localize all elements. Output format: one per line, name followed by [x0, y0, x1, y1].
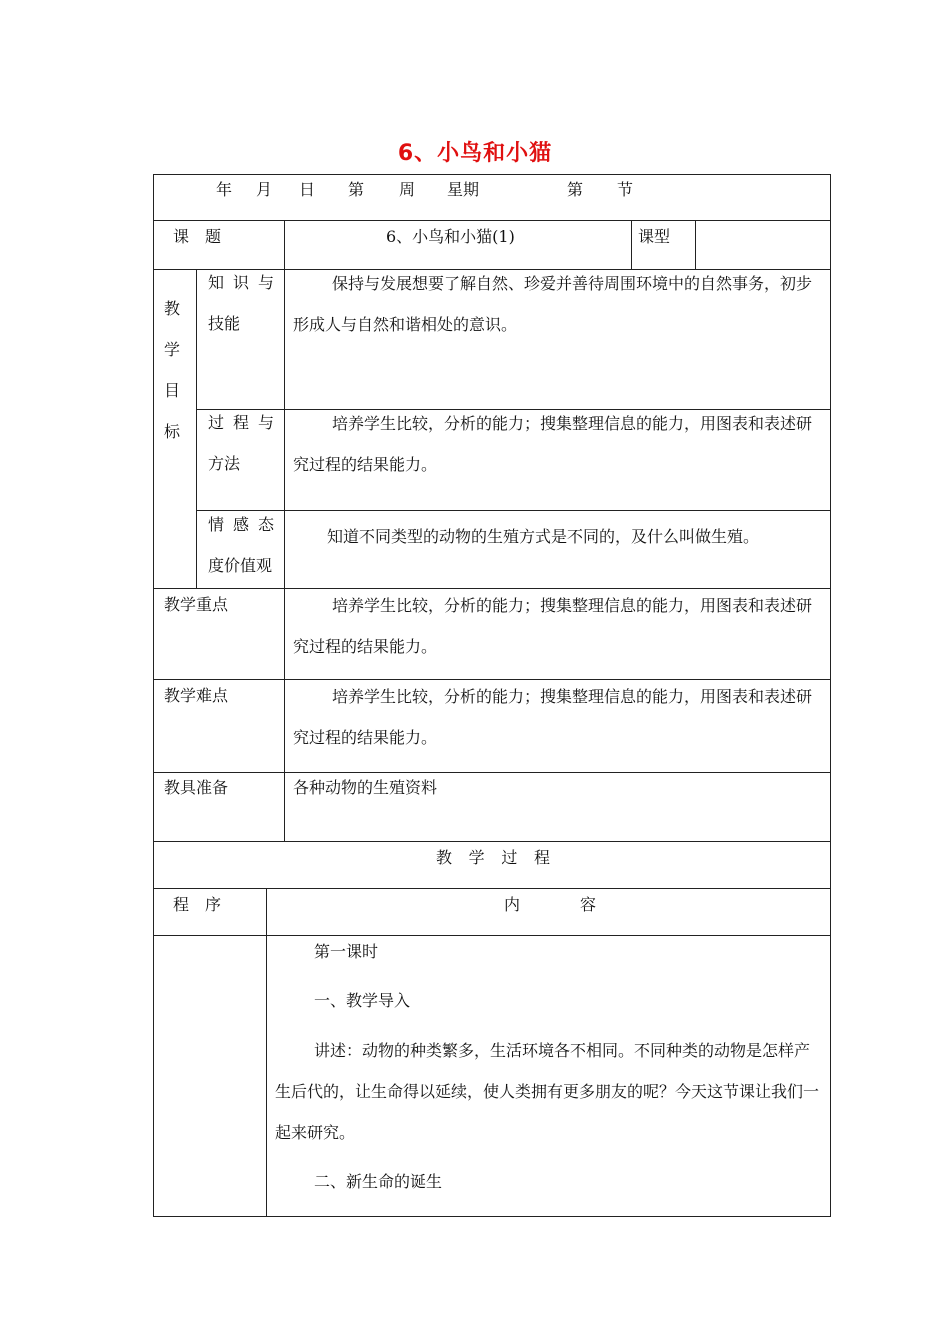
document-title: 6、小鸟和小猫: [397, 141, 553, 166]
knowledge-label: 知 识 与: [208, 273, 274, 292]
content-column-header: 内 容: [504, 895, 596, 914]
date-week-number-label: 第: [348, 180, 365, 199]
row-divider: [154, 841, 830, 842]
date-month-label: 月: [256, 180, 273, 199]
difficulties-text: 培养学生比较，分析的能力；搜集整理信息的能力，用图表和表述研究过程的结果能力。: [293, 687, 813, 747]
column-divider: [631, 220, 632, 269]
process-objective-text: 培养学生比较，分析的能力；搜集整理信息的能力，用图表和表述研究过程的结果能力。: [293, 414, 813, 474]
row-divider: [154, 220, 830, 221]
knowledge-objective-text: 保持与发展想要了解自然、珍爱并善待周围环境中的自然事务，初步形成人与自然和谐相处的意识。: [293, 274, 813, 334]
difficulties-label: 教学难点: [164, 686, 229, 705]
row-divider: [196, 510, 830, 511]
topic-label: 课 题: [173, 227, 222, 246]
procedure-column-header: 程 序: [173, 895, 221, 914]
narration-paragraph: 讲述：动物的种类繁多，生活环境各不相同。不同种类的动物是怎样产生后代的，让生命得以延续，使人类拥有更多朋友的呢？今天这节课让我们一起来研究。: [275, 1041, 820, 1142]
lesson-period: 第一课时: [314, 942, 379, 961]
key-points-label: 教学重点: [164, 595, 229, 614]
section-heading-new-life: 二、新生命的诞生: [314, 1172, 443, 1191]
row-divider: [154, 772, 830, 773]
row-divider: [154, 935, 830, 936]
date-year-label: 年: [216, 180, 233, 199]
lesson-type-label: 课型: [638, 227, 671, 246]
column-divider: [284, 269, 285, 841]
process-label: 过 程 与: [208, 413, 274, 432]
column-divider: [284, 220, 285, 269]
materials-label: 教具准备: [164, 778, 229, 797]
date-weekday-label: 星期: [447, 180, 480, 199]
emotion-objective-text: 知道不同类型的动物的生殖方式是不同的，及什么叫做生殖。: [327, 527, 760, 546]
column-divider: [695, 220, 696, 269]
date-section-number-label: 第: [567, 180, 584, 199]
section-heading-intro: 一、教学导入: [314, 991, 411, 1010]
row-divider: [154, 888, 830, 889]
objectives-label: 教 学 目 标: [164, 299, 181, 441]
emotion-label: 情 感 态: [208, 515, 274, 534]
date-day-label: 日: [299, 180, 316, 199]
topic-value: 6、小鸟和小猫(1): [386, 227, 515, 246]
column-divider: [266, 888, 267, 1216]
materials-text: 各种动物的生殖资料: [293, 778, 438, 797]
key-points-text: 培养学生比较，分析的能力；搜集整理信息的能力，用图表和表述研究过程的结果能力。: [293, 596, 813, 656]
knowledge-label-line2: 技能: [208, 314, 241, 333]
column-divider: [196, 269, 197, 588]
process-label-line2: 方法: [208, 454, 241, 473]
lesson-plan-table: [153, 174, 831, 1217]
emotion-label-line2: 度价值观: [208, 556, 273, 575]
date-section-label: 节: [617, 180, 634, 199]
date-week-label: 周: [399, 180, 416, 199]
teaching-process-header: 教 学 过 程: [436, 848, 550, 867]
